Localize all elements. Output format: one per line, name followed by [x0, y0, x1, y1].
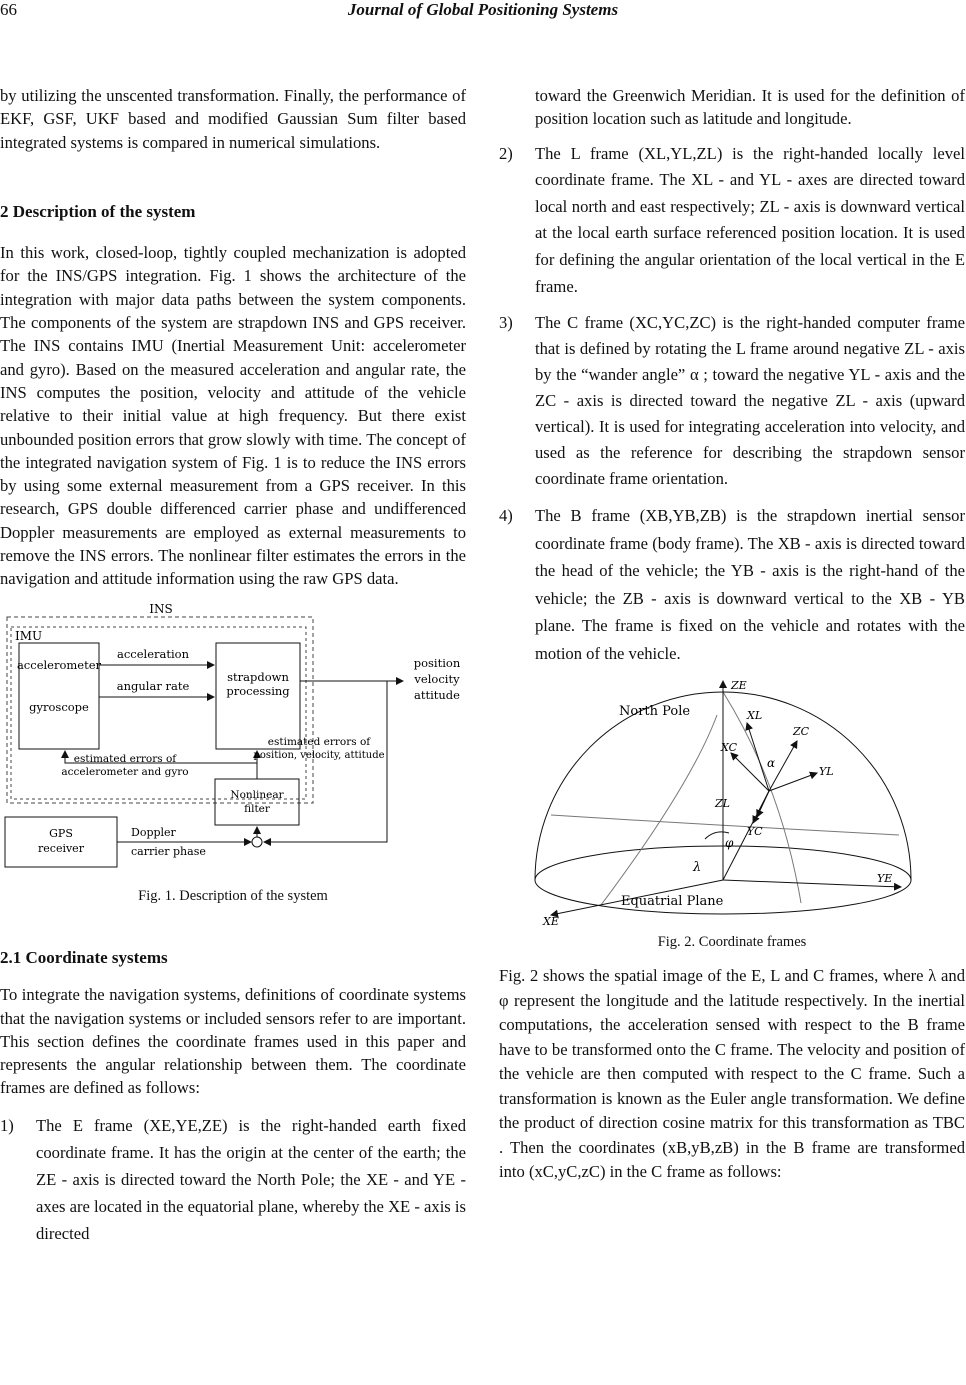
list-text: The E frame (XE,YE,ZE) is the right-handed earth fixed coordinate frame. It has the origin at the center of the earth; the ZE - axis is directed toward the North Pole; the XE - and YE - axes are located in the equatorial plane, whereby the XE - axis is directed: [36, 1115, 466, 1243]
list-item-1-continued: [499, 84, 965, 131]
gps-label: GPS: [49, 826, 73, 840]
list-number: 2): [499, 143, 513, 163]
est-err-pva-line1: estimated errors of: [267, 735, 371, 748]
list-text: The C frame (XC,YC,ZC) is the right-handed computer frame that is defined by rotating the L frame around negative ZL - axis by the “wander angle” α ; toward the negative YL - axis and the ZC - axis is directed toward the negative ZL - axis (upward vertical). It is used for integrating acceleration into velocity, and used as the reference for describing the strapdown sensor coordinate frame orientation.: [535, 313, 965, 489]
alpha-label: α: [767, 756, 776, 771]
processing-label: processing: [226, 683, 290, 698]
intro-paragraph: by utilizing the unscented transformation. Finally, the performance of EKF, GSF, UKF based and modified Gaussian Sum filter based integrated systems is compared in numerical simulations.: [0, 86, 466, 152]
est-err-acc-line2: accelerometer and gyro: [61, 765, 189, 778]
list-text: The B frame (XB,YB,ZB) is the strapdown inertial sensor coordinate frame (body frame). The XB - axis is directed toward the head of the vehicle; the YB - axis is the right-hand of the vehicle; the ZB - axis is downward vertical to the XB - YB plane. The frame is fixed on the vehicle and rotates with the motion of the vehicle.: [535, 506, 965, 663]
list-number: 1): [0, 1115, 14, 1135]
doppler-label: Doppler: [131, 825, 176, 839]
right-column: [499, 84, 965, 1185]
section-2-paragraph: In this work, closed-loop, tightly coupled mechanization is adopted for the INS/GPS integration. Fig. 1 shows the architecture of the integration with major data paths between the system components. The components of the system are strapdown INS and GPS receiver. The INS contains IMU (Inertial Measurement Unit: accelerometer and gyro). Based on the measured acceleration and angular rate, the INS computes the position, velocity and attitude of the vehicle relative to their initial value at high frequency. But there exist unbounded position errors that grow slowly with time. The concept of the integrated navigation system of Fig. 1 is to reduce the INS errors by using some external measurement from a GPS receiver. In this research, GPS double differenced carrier phase and undifferenced Doppler measurements are employed as external measurements to remove the INS errors. The nonlinear filter estimates the errors in the navigation and attitude information using the raw GPS data.: [0, 243, 466, 589]
closing-paragraph: Fig. 2 shows the spatial image of the E, L and C frames, where λ and φ represent the longitude and the latitude respectively. In the inertial computations, the acceleration sensed with respect to the B frame have to be transformed onto the C frame. The velocity and position of the vehicle are then computed with respect to the C frame. Such a transformation is known as the Euler angle transformation. We define the product of direction cosine matrix for this transformation as TBC . Then the coordinates (xB,yB,zB) in the B frame are transformed into (xC,yC,zC) in the C frame as follows:: [499, 966, 965, 1182]
north-pole-label: North Pole: [619, 704, 691, 720]
list-item-4: [499, 502, 965, 667]
figure-1: [3, 597, 463, 879]
page-number: 66: [0, 0, 17, 19]
est-err-pva-line2: position, velocity, attitude: [253, 749, 385, 761]
angular-rate-label: angular rate: [116, 678, 190, 693]
phi-label: φ: [725, 836, 734, 851]
list-number: 4): [499, 506, 513, 526]
output-position: position: [413, 655, 461, 670]
page-header: [0, 0, 966, 26]
est-err-acc-line1: estimated errors of: [73, 752, 177, 765]
journal-title: Journal of Global Positioning Systems: [347, 0, 619, 19]
xl-label: XL: [747, 709, 763, 723]
figure-1-diagram: [3, 597, 463, 879]
section-2-1-title: 2.1 Coordinate systems: [0, 947, 168, 967]
xc-label: XC: [721, 741, 738, 755]
figure-2-diagram: [521, 675, 965, 925]
list-number: 3): [499, 313, 513, 333]
output-velocity: velocity: [414, 671, 460, 686]
yc-label: YC: [747, 825, 763, 839]
lambda-label: λ: [693, 860, 702, 876]
gyroscope-label: gyroscope: [29, 699, 89, 714]
section-2-1-paragraph: To integrate the navigation systems, definitions of coordinate systems that the navigation systems or included sensors refer to are important. This section defines the coordinate frames used in this paper and represents the angular relationship between them. The coordinate frames are defined as follows:: [0, 985, 466, 1098]
ye-label: YE: [877, 872, 893, 886]
figure-1-caption: Fig. 1. Description of the system: [138, 887, 328, 904]
nonlinear-label: Nonlinear: [230, 788, 284, 801]
figure-2-caption: Fig. 2. Coordinate frames: [657, 934, 807, 951]
list-text: The L frame (XL,YL,ZL) is the right-handed locally level coordinate frame. The XL - and YL - axes are directed toward local north and east respectively; ZL - axis is downward vertical at the local earth surface referenced position location. It is used for defining the angular orientation of the local vertical in the E frame.: [535, 143, 965, 296]
receiver-label: receiver: [38, 841, 84, 855]
xe-label: XE: [543, 915, 559, 926]
imu-label: IMU: [15, 628, 43, 643]
equatorial-plane-label: Equatrial Plane: [621, 894, 724, 910]
zl-label: ZL: [715, 797, 730, 811]
carrier-phase-label: carrier phase: [131, 844, 206, 858]
ins-label: INS: [149, 601, 173, 616]
left-column: [0, 84, 466, 1247]
list-item-2: [499, 141, 965, 301]
list-item-3: [499, 310, 965, 492]
strapdown-label: strapdown: [227, 669, 289, 684]
zc-label: ZC: [793, 725, 810, 739]
list-text: toward the Greenwich Meridian. It is used for the definition of position location such as latitude and longitude.: [535, 86, 965, 129]
output-attitude: attitude: [414, 687, 460, 702]
yl-label: YL: [819, 765, 834, 779]
list-item-1: [0, 1112, 466, 1247]
acceleration-label: acceleration: [116, 646, 190, 661]
accelerometer-label: accelerometer: [16, 657, 102, 672]
section-2-title: 2 Description of the system: [0, 201, 196, 221]
figure-2: [521, 675, 965, 925]
ze-label: ZE: [731, 679, 747, 693]
filter-label: filter: [244, 802, 270, 815]
